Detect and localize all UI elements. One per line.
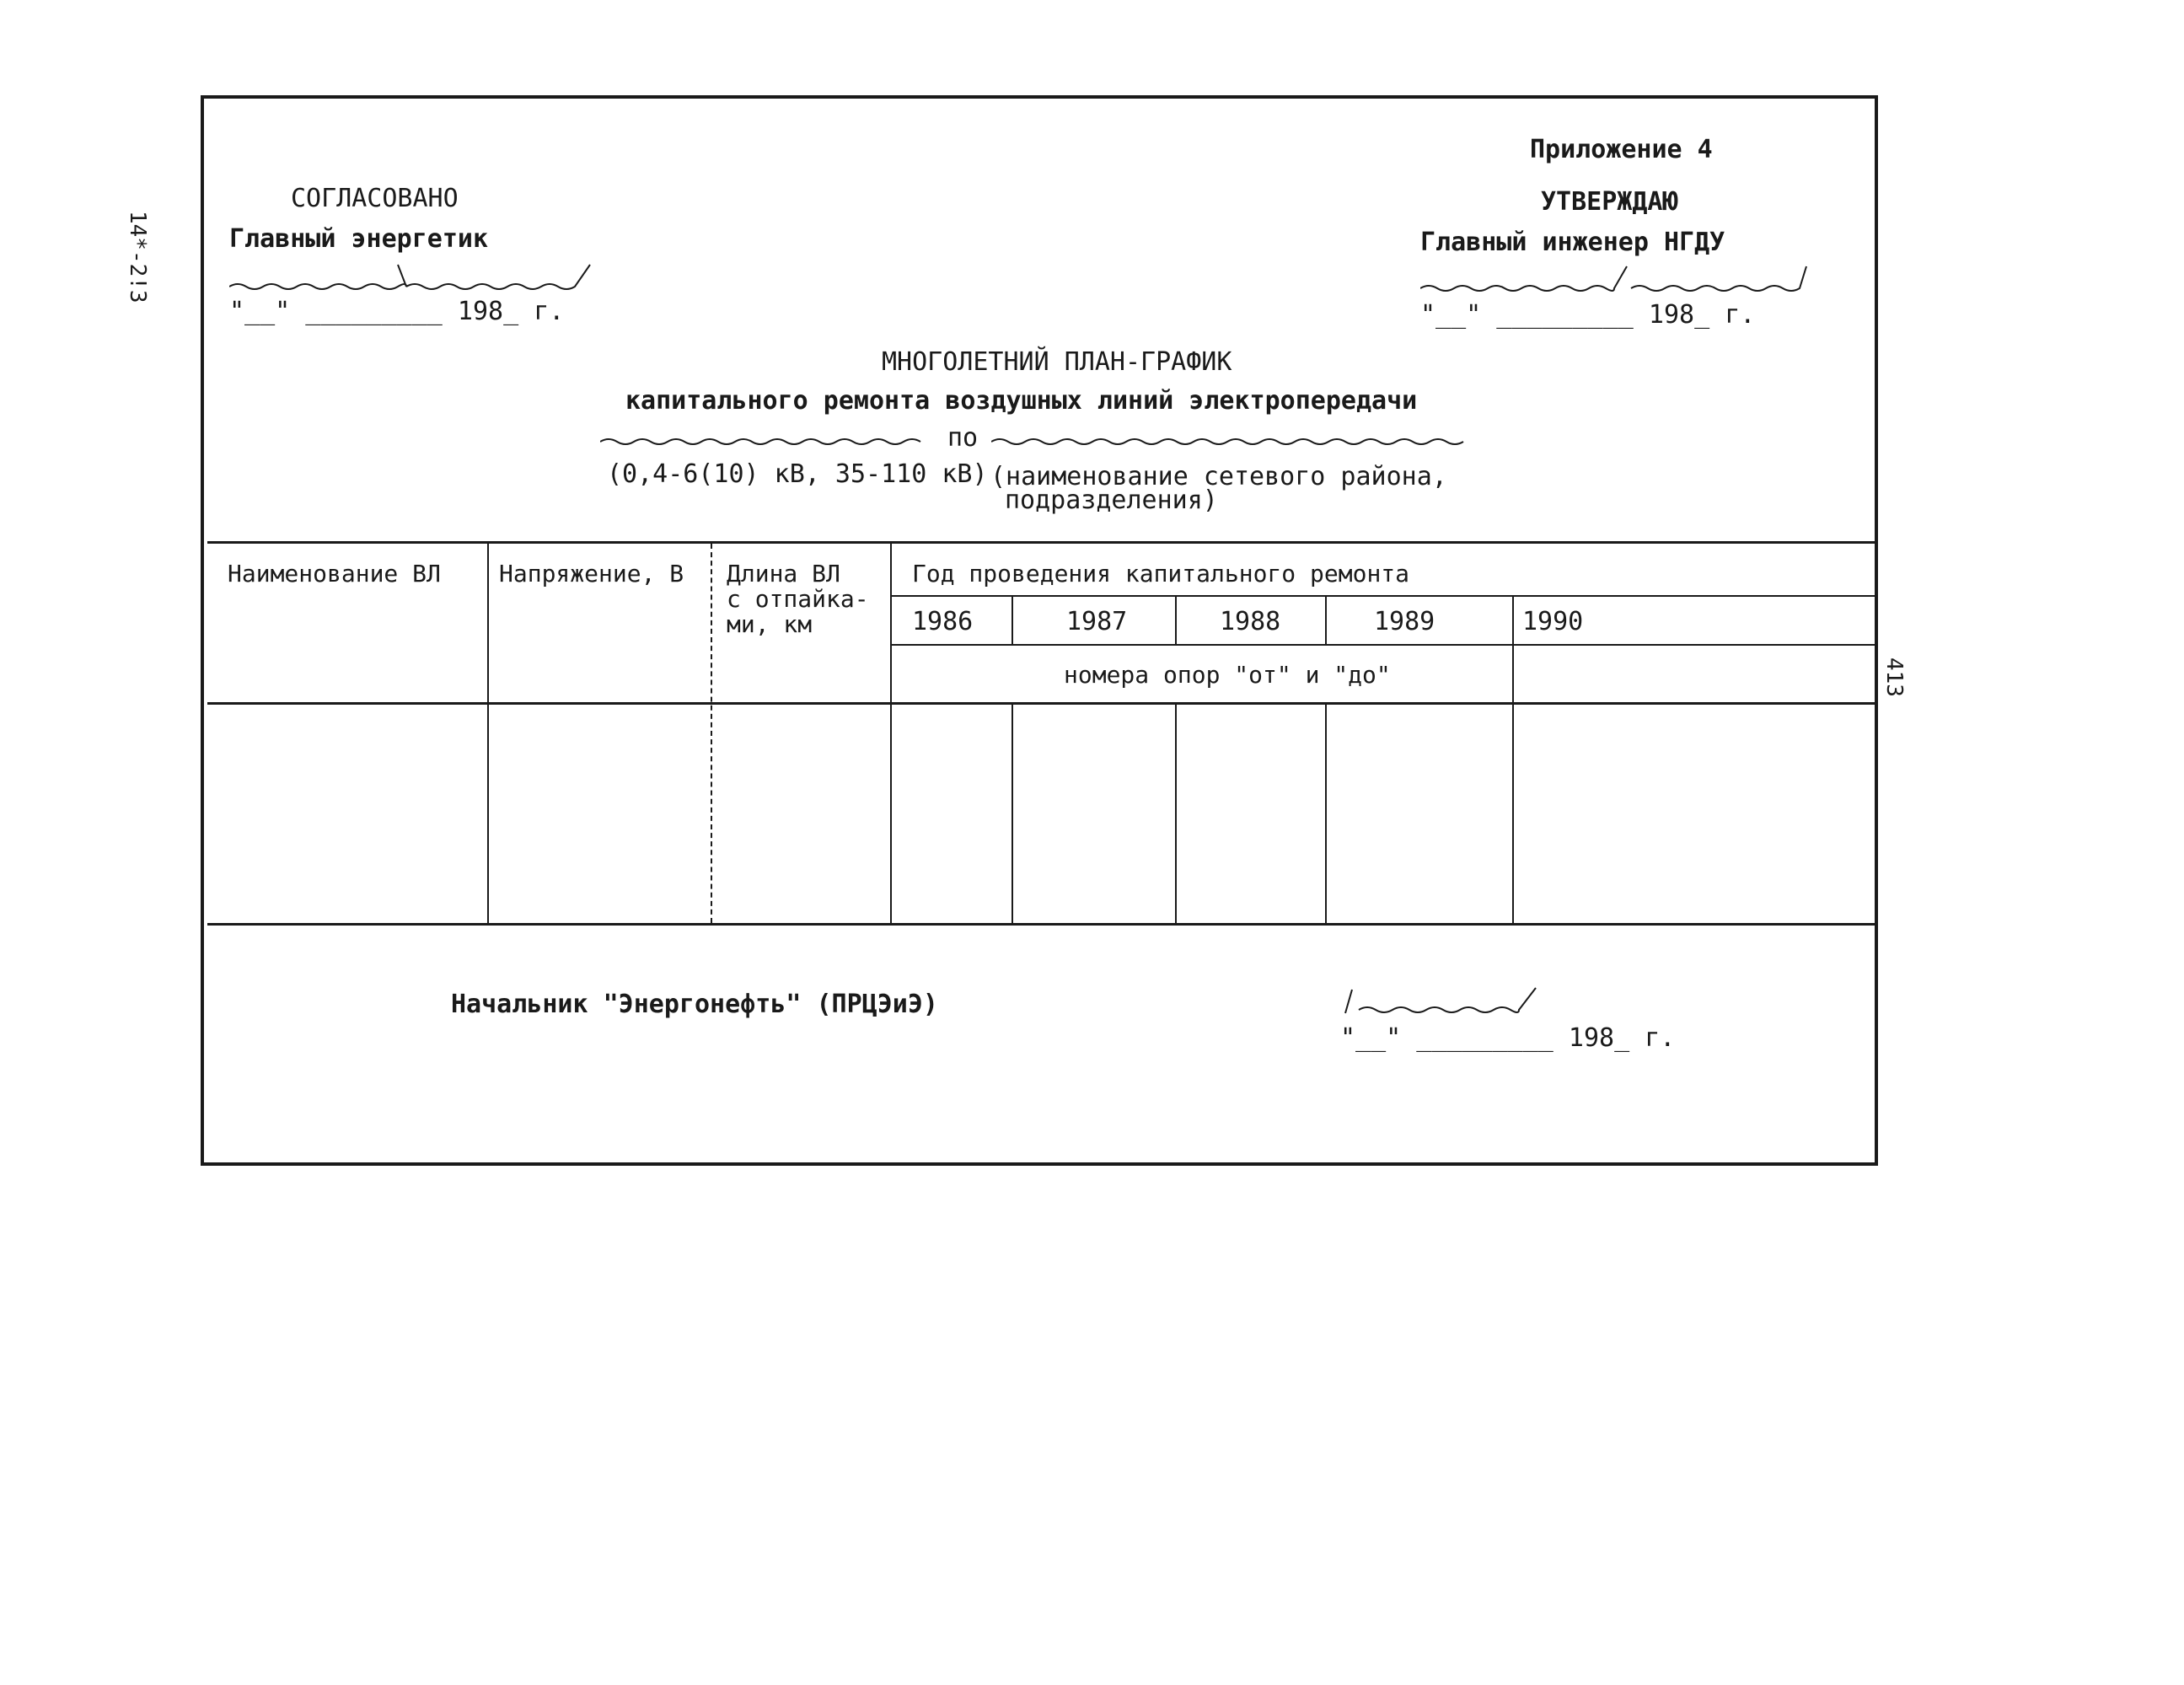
approved-position: Главный инженер НГДУ [1420,228,1725,257]
col-divider-1 [487,544,489,923]
agreed-date-line: "__" _________ 198_ г. [229,297,565,326]
plan-subtitle: капитального ремонта воздушных линий электропередачи [625,386,1418,416]
voltage-caption: (0,4-6(10) кВ, 35-110 кВ) [607,459,988,489]
years-header-border [892,595,1875,597]
body-divider-1 [1012,705,1013,923]
left-margin-note: 14*-2!3 [125,211,150,303]
table-bottom-border [207,923,1875,926]
col-header-name: Наименование ВЛ [228,560,441,588]
chief-signature-line [1340,985,1543,1020]
right-margin-note: 413 [1881,657,1907,697]
col-header-length-1: Длина ВЛ [727,560,840,588]
agreed-title: СОГЛАСОВАНО [291,184,459,213]
district-caption-2: подразделения) [1005,486,1218,515]
voltage-fill-line [600,430,929,450]
pole-numbers-subheader: номера опор "от" и "до" [1064,661,1391,689]
plan-title: МНОГОЛЕТНИЙ ПЛАН-ГРАФИК [882,347,1232,377]
chief-date-line: "__" _________ 198_ г. [1340,1023,1676,1053]
agreed-signature-line [229,261,592,295]
agreed-position: Главный энергетик [229,224,489,254]
table-top-border [207,541,1875,544]
col-divider-2 [711,544,712,923]
header-bottom-border [207,702,1875,705]
year-1988: 1988 [1220,607,1281,636]
body-divider-2 [1175,705,1177,923]
appendix-label: Приложение 4 [1530,135,1713,164]
year-divider-1 [1012,597,1013,644]
year-divider-4 [1512,597,1514,923]
year-divider-2 [1175,597,1177,644]
approved-date-line: "__" _________ 198_ г. [1420,300,1756,330]
col-divider-3 [890,544,892,923]
year-1986: 1986 [912,607,974,636]
district-fill-line [991,430,1472,450]
year-1987: 1987 [1066,607,1128,636]
year-1989: 1989 [1374,607,1435,636]
approved-title: УТВЕРЖДАЮ [1541,187,1678,217]
plan-by-label: по [947,423,979,453]
years-row-border [892,644,1875,646]
col-header-length-2: с отпайка- [727,585,869,613]
year-1990: 1990 [1522,607,1584,636]
body-divider-3 [1325,705,1327,923]
year-divider-3 [1325,597,1327,644]
col-header-voltage: Напряжение, В [499,560,684,588]
approved-signature-line [1420,263,1808,297]
district-caption-1: (наименование сетевого района, [990,462,1447,491]
years-header: Год проведения капитального ремонта [912,560,1410,588]
chief-signatory: Начальник "Энергонефть" (ПРЦЭиЭ) [451,990,938,1019]
col-header-length-3: ми, км [727,610,813,638]
